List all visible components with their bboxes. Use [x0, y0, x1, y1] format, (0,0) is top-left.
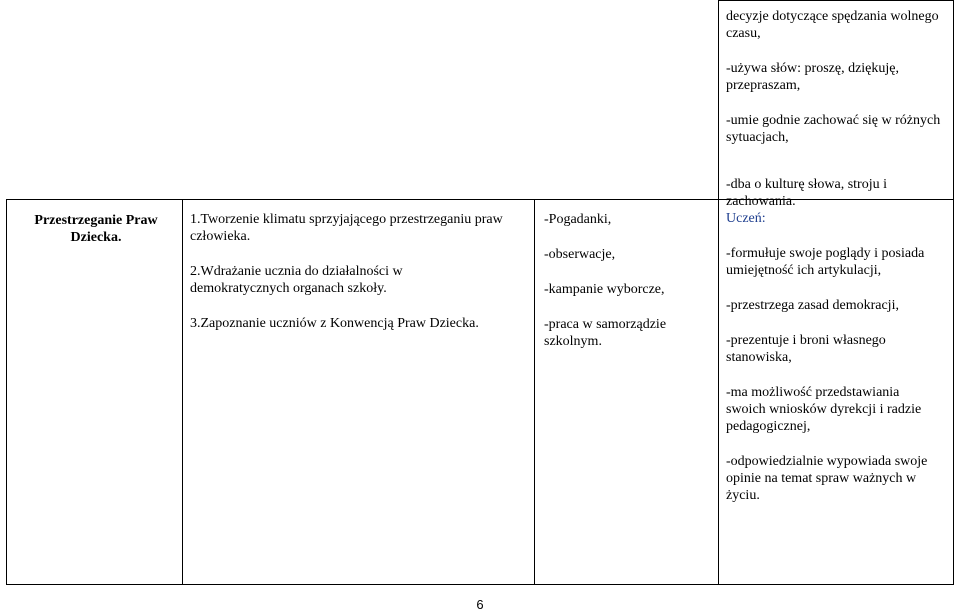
effect-item: -umie godnie zachować się w różnych sytuacjach,	[726, 113, 941, 145]
col-border-right	[953, 0, 954, 585]
col-border-2	[534, 199, 535, 585]
page-number: 6	[476, 597, 484, 612]
effect-item: -odpowiedzialnie wypowiada swoje opinie na temat spraw ważnych w życiu.	[726, 454, 928, 503]
effects-label: Uczeń:	[726, 211, 766, 226]
task-item: 1.Tworzenie klimatu sprzyjającego przestrzeganiu praw człowieka.	[190, 212, 503, 244]
effect-item: -prezentuje i broni własnego stanowiska,	[726, 333, 886, 365]
effect-item: decyzje dotyczące spędzania wolnego czasu,	[726, 9, 939, 41]
methods-cell	[544, 211, 704, 350]
effects-cell	[726, 176, 948, 504]
effect-intro: -dba o kulturę słowa, stroju i zachowania.	[726, 177, 887, 209]
top-effects-cell	[726, 8, 948, 146]
effect-item: -ma możliwość przedstawiania swoich wniosków dyrekcji i radzie pedagogicznej,	[726, 385, 922, 434]
method-item: -obserwacje,	[544, 247, 616, 262]
method-item: -kampanie wyborcze,	[544, 282, 665, 297]
effect-item: -formułuje swoje poglądy i posiada umiejętność ich artykulacji,	[726, 246, 925, 278]
col-border-3	[718, 0, 719, 585]
method-item: -Pogadanki,	[544, 212, 612, 227]
col-border-left	[6, 199, 7, 585]
category-title: Przestrzeganie Praw Dziecka.	[34, 213, 158, 245]
task-item: 2.Wdrażanie ucznia do działalności w demokratycznych organach szkoły.	[190, 264, 403, 296]
effect-item: -używa słów: proszę, dziękuję, przepraszam,	[726, 61, 899, 93]
task-item: 3.Zapoznanie uczniów z Konwencją Praw Dziecka.	[190, 316, 479, 331]
col-border-1	[182, 199, 183, 585]
effect-item: -przestrzega zasad demokracji,	[726, 298, 899, 313]
table-bottom-border	[6, 584, 954, 585]
tasks-cell	[190, 211, 528, 332]
table-top-border	[718, 0, 954, 1]
method-item: -praca w samorządzie szkolnym.	[544, 317, 667, 349]
